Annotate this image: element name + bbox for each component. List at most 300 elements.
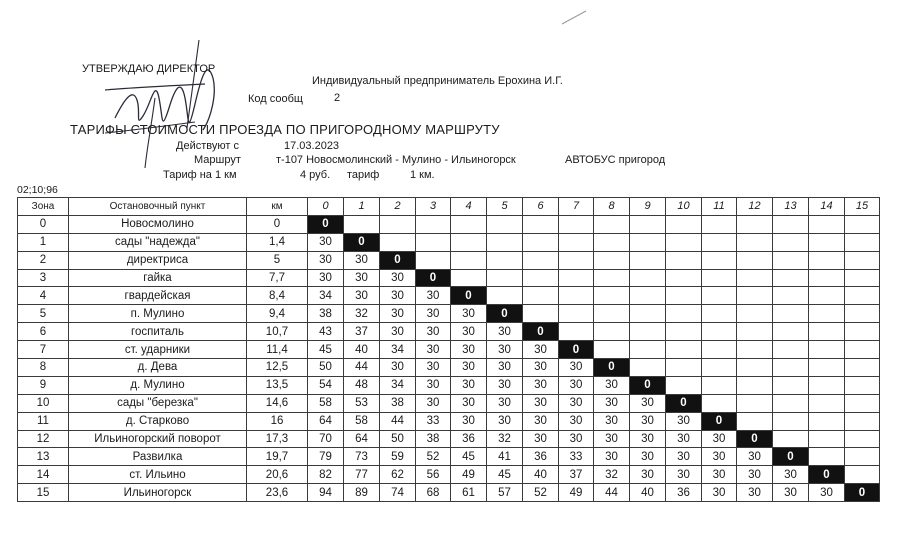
entrepreneur-name: Индивидуальный предприниматель Ерохина И.Г. <box>312 75 563 87</box>
table-header-row <box>18 198 880 216</box>
table-row <box>18 448 880 466</box>
empty-cell <box>773 287 809 305</box>
empty-cell <box>666 305 702 323</box>
diagonal-cell: 0 <box>380 251 416 269</box>
valid-label: Действуют с <box>176 140 239 152</box>
fare-cell: 30 <box>487 376 523 394</box>
fare-cell: 30 <box>487 359 523 377</box>
fare-cell: 30 <box>809 484 845 502</box>
empty-cell <box>702 251 737 269</box>
empty-cell <box>487 269 523 287</box>
fare-cell: 30 <box>737 484 773 502</box>
fare-cell: 30 <box>702 466 737 484</box>
header-zone-col: 1 <box>344 198 380 216</box>
fare-cell: 45 <box>487 466 523 484</box>
tariff-word: тариф <box>347 169 380 181</box>
fare-table <box>17 197 880 502</box>
fare-cell: 50 <box>308 359 344 377</box>
fare-cell: 30 <box>523 359 559 377</box>
fare-cell: 30 <box>380 359 416 377</box>
fare-cell: 44 <box>380 412 416 430</box>
zone-cell: 12 <box>18 430 69 448</box>
fare-cell: 94 <box>308 484 344 502</box>
km-cell: 8,4 <box>247 287 308 305</box>
diagonal-cell: 0 <box>594 359 630 377</box>
fare-cell: 30 <box>523 394 559 412</box>
fare-cell: 30 <box>773 484 809 502</box>
fare-cell: 77 <box>344 466 380 484</box>
fare-cell: 79 <box>308 448 344 466</box>
fare-cell: 30 <box>523 376 559 394</box>
empty-cell <box>773 323 809 341</box>
zone-cell: 8 <box>18 359 69 377</box>
empty-cell <box>523 305 559 323</box>
empty-cell <box>594 287 630 305</box>
approve-label: УТВЕРЖДАЮ ДИРЕКТОР <box>82 63 216 75</box>
fare-cell: 30 <box>737 466 773 484</box>
stop-cell: д. Старково <box>69 412 247 430</box>
empty-cell <box>809 412 845 430</box>
empty-cell <box>523 215 559 233</box>
empty-cell <box>809 448 845 466</box>
fare-cell: 30 <box>666 430 702 448</box>
fare-cell: 32 <box>487 430 523 448</box>
empty-cell <box>666 269 702 287</box>
empty-cell <box>451 269 487 287</box>
empty-cell <box>523 233 559 251</box>
header-zone-col: 8 <box>594 198 630 216</box>
fare-cell: 34 <box>308 287 344 305</box>
diagonal-cell: 0 <box>666 394 702 412</box>
fare-cell: 30 <box>773 466 809 484</box>
table-row <box>18 430 880 448</box>
fare-cell: 54 <box>308 376 344 394</box>
empty-cell <box>666 233 702 251</box>
diagonal-cell: 0 <box>702 412 737 430</box>
zone-cell: 9 <box>18 376 69 394</box>
empty-cell <box>630 359 666 377</box>
empty-cell <box>737 251 773 269</box>
fare-cell: 30 <box>308 269 344 287</box>
table-row <box>18 251 880 269</box>
table-row <box>18 394 880 412</box>
fare-cell: 30 <box>416 305 451 323</box>
fare-cell: 30 <box>487 341 523 359</box>
fare-cell: 62 <box>380 466 416 484</box>
fare-cell: 38 <box>380 394 416 412</box>
fare-cell: 52 <box>523 484 559 502</box>
fare-cell: 30 <box>344 269 380 287</box>
fare-cell: 30 <box>630 466 666 484</box>
fare-cell: 49 <box>451 466 487 484</box>
fare-cell: 64 <box>308 412 344 430</box>
diagonal-cell: 0 <box>737 430 773 448</box>
empty-cell <box>845 341 880 359</box>
header-zone-col: 12 <box>737 198 773 216</box>
empty-cell <box>666 359 702 377</box>
zone-cell: 11 <box>18 412 69 430</box>
zone-cell: 7 <box>18 341 69 359</box>
fare-cell: 70 <box>308 430 344 448</box>
table-row <box>18 484 880 502</box>
empty-cell <box>737 412 773 430</box>
fare-cell: 30 <box>559 430 594 448</box>
km-cell: 12,5 <box>247 359 308 377</box>
header-zone-col: 0 <box>308 198 344 216</box>
fare-cell: 30 <box>559 359 594 377</box>
empty-cell <box>737 287 773 305</box>
empty-cell <box>845 233 880 251</box>
diagonal-cell: 0 <box>559 341 594 359</box>
header-zone-col: 2 <box>380 198 416 216</box>
fare-cell: 30 <box>344 251 380 269</box>
empty-cell <box>416 233 451 251</box>
fare-cell: 44 <box>594 484 630 502</box>
km-cell: 14,6 <box>247 394 308 412</box>
fare-cell: 30 <box>416 323 451 341</box>
stop-cell: Развилка <box>69 448 247 466</box>
header-zone-col: 4 <box>451 198 487 216</box>
fare-cell: 30 <box>630 448 666 466</box>
empty-cell <box>809 269 845 287</box>
empty-cell <box>523 269 559 287</box>
fare-cell: 30 <box>451 359 487 377</box>
bus-type: АВТОБУС пригород <box>565 154 666 166</box>
empty-cell <box>594 269 630 287</box>
fare-cell: 45 <box>451 448 487 466</box>
header-zone-col: 5 <box>487 198 523 216</box>
fare-cell: 30 <box>487 394 523 412</box>
diagonal-cell: 0 <box>630 376 666 394</box>
fare-cell: 30 <box>380 287 416 305</box>
km-cell: 16 <box>247 412 308 430</box>
header-stop: Остановочный пункт <box>69 198 247 216</box>
empty-cell <box>559 287 594 305</box>
empty-cell <box>809 323 845 341</box>
fare-cell: 43 <box>308 323 344 341</box>
empty-cell <box>559 251 594 269</box>
header-zone-col: 14 <box>809 198 845 216</box>
fare-cell: 40 <box>630 484 666 502</box>
header-zone-col: 7 <box>559 198 594 216</box>
fare-cell: 30 <box>451 412 487 430</box>
fare-cell: 30 <box>451 376 487 394</box>
fare-cell: 30 <box>594 412 630 430</box>
empty-cell <box>702 376 737 394</box>
empty-cell <box>737 376 773 394</box>
route-value: т-107 Новосмолинский - Мулино - Ильиногорск <box>276 154 516 166</box>
empty-cell <box>702 215 737 233</box>
empty-cell <box>630 341 666 359</box>
empty-cell <box>702 233 737 251</box>
km-cell: 17,3 <box>247 430 308 448</box>
fare-cell: 30 <box>630 430 666 448</box>
empty-cell <box>773 269 809 287</box>
fare-cell: 41 <box>487 448 523 466</box>
empty-cell <box>845 269 880 287</box>
fare-cell: 30 <box>523 341 559 359</box>
empty-cell <box>809 430 845 448</box>
empty-cell <box>666 215 702 233</box>
empty-cell <box>559 305 594 323</box>
fare-cell: 30 <box>594 430 630 448</box>
fare-cell: 45 <box>308 341 344 359</box>
zone-cell: 10 <box>18 394 69 412</box>
fare-cell: 73 <box>344 448 380 466</box>
fare-cell: 50 <box>380 430 416 448</box>
empty-cell <box>773 215 809 233</box>
empty-cell <box>630 287 666 305</box>
fare-cell: 30 <box>594 394 630 412</box>
km-cell: 10,7 <box>247 323 308 341</box>
stop-cell: д. Дева <box>69 359 247 377</box>
fare-cell: 30 <box>559 376 594 394</box>
table-row <box>18 359 880 377</box>
fare-cell: 30 <box>487 412 523 430</box>
empty-cell <box>594 251 630 269</box>
empty-cell <box>845 466 880 484</box>
empty-cell <box>702 287 737 305</box>
diagonal-cell: 0 <box>523 323 559 341</box>
fare-cell: 68 <box>416 484 451 502</box>
empty-cell <box>702 394 737 412</box>
empty-cell <box>845 359 880 377</box>
empty-cell <box>737 359 773 377</box>
diagonal-cell: 0 <box>416 269 451 287</box>
fare-cell: 30 <box>523 430 559 448</box>
route-label: Маршрут <box>194 154 241 166</box>
fare-cell: 37 <box>559 466 594 484</box>
empty-cell <box>666 323 702 341</box>
fare-cell: 36 <box>451 430 487 448</box>
fare-cell: 30 <box>594 448 630 466</box>
empty-cell <box>523 287 559 305</box>
header-zone-col: 13 <box>773 198 809 216</box>
empty-cell <box>773 251 809 269</box>
fare-cell: 34 <box>380 341 416 359</box>
stop-cell: гайка <box>69 269 247 287</box>
empty-cell <box>630 269 666 287</box>
empty-cell <box>594 305 630 323</box>
zone-cell: 1 <box>18 233 69 251</box>
empty-cell <box>559 269 594 287</box>
empty-cell <box>702 305 737 323</box>
empty-cell <box>702 341 737 359</box>
fare-cell: 30 <box>737 448 773 466</box>
empty-cell <box>773 341 809 359</box>
fare-cell: 30 <box>702 430 737 448</box>
empty-cell <box>702 269 737 287</box>
empty-cell <box>845 376 880 394</box>
empty-cell <box>773 376 809 394</box>
table-row <box>18 287 880 305</box>
fare-cell: 30 <box>594 376 630 394</box>
stop-cell: сады "березка" <box>69 394 247 412</box>
table-row <box>18 412 880 430</box>
zone-cell: 14 <box>18 466 69 484</box>
fare-cell: 30 <box>451 341 487 359</box>
km-cell: 1,4 <box>247 233 308 251</box>
empty-cell <box>773 394 809 412</box>
fare-cell: 30 <box>523 412 559 430</box>
stop-cell: директриса <box>69 251 247 269</box>
fare-cell: 30 <box>416 376 451 394</box>
fare-cell: 30 <box>559 394 594 412</box>
empty-cell <box>380 233 416 251</box>
fare-cell: 30 <box>380 323 416 341</box>
zone-cell: 5 <box>18 305 69 323</box>
empty-cell <box>845 448 880 466</box>
empty-cell <box>845 323 880 341</box>
fare-cell: 56 <box>416 466 451 484</box>
empty-cell <box>737 233 773 251</box>
empty-cell <box>630 305 666 323</box>
empty-cell <box>559 233 594 251</box>
fare-cell: 30 <box>630 412 666 430</box>
fare-cell: 30 <box>487 323 523 341</box>
empty-cell <box>809 394 845 412</box>
empty-cell <box>737 215 773 233</box>
table-row <box>18 466 880 484</box>
stop-cell: д. Мулино <box>69 376 247 394</box>
fare-cell: 49 <box>559 484 594 502</box>
empty-cell <box>487 233 523 251</box>
empty-cell <box>737 269 773 287</box>
empty-cell <box>380 215 416 233</box>
zone-cell: 0 <box>18 215 69 233</box>
fare-cell: 38 <box>308 305 344 323</box>
director-signature <box>95 38 235 173</box>
fare-cell: 82 <box>308 466 344 484</box>
km-cell: 0 <box>247 215 308 233</box>
header-zone-col: 11 <box>702 198 737 216</box>
empty-cell <box>809 359 845 377</box>
empty-cell <box>487 215 523 233</box>
empty-cell <box>702 359 737 377</box>
fare-cell: 58 <box>308 394 344 412</box>
empty-cell <box>737 323 773 341</box>
empty-cell <box>845 251 880 269</box>
fare-cell: 61 <box>451 484 487 502</box>
km-cell: 23,6 <box>247 484 308 502</box>
fare-cell: 33 <box>416 412 451 430</box>
table-row <box>18 323 880 341</box>
fare-cell: 57 <box>487 484 523 502</box>
zone-cell: 2 <box>18 251 69 269</box>
stop-cell: сады "надежда" <box>69 233 247 251</box>
empty-cell <box>487 251 523 269</box>
diagonal-cell: 0 <box>845 484 880 502</box>
empty-cell <box>845 394 880 412</box>
table-row <box>18 305 880 323</box>
pen-mark <box>560 8 590 26</box>
empty-cell <box>809 215 845 233</box>
empty-cell <box>845 287 880 305</box>
empty-cell <box>630 233 666 251</box>
empty-cell <box>559 323 594 341</box>
table-row <box>18 215 880 233</box>
header-zone: Зона <box>18 198 69 216</box>
stop-cell: Ильиногорск <box>69 484 247 502</box>
empty-cell <box>523 251 559 269</box>
fare-cell: 53 <box>344 394 380 412</box>
empty-cell <box>845 215 880 233</box>
empty-cell <box>416 215 451 233</box>
fare-cell: 38 <box>416 430 451 448</box>
empty-cell <box>702 323 737 341</box>
header-km: км <box>247 198 308 216</box>
diagonal-cell: 0 <box>809 466 845 484</box>
empty-cell <box>773 412 809 430</box>
km-cell: 11,4 <box>247 341 308 359</box>
empty-cell <box>630 323 666 341</box>
fare-cell: 36 <box>523 448 559 466</box>
stop-cell: Новосмолино <box>69 215 247 233</box>
empty-cell <box>451 251 487 269</box>
fare-cell: 64 <box>344 430 380 448</box>
empty-cell <box>666 251 702 269</box>
fare-cell: 30 <box>451 394 487 412</box>
empty-cell <box>773 430 809 448</box>
empty-cell <box>737 341 773 359</box>
zone-cell: 6 <box>18 323 69 341</box>
tariff-km: 1 км. <box>410 169 435 181</box>
empty-cell <box>737 394 773 412</box>
fare-cell: 40 <box>523 466 559 484</box>
empty-cell <box>809 251 845 269</box>
empty-cell <box>630 251 666 269</box>
empty-cell <box>809 233 845 251</box>
table-row <box>18 269 880 287</box>
print-time: 02;10;96 <box>17 184 58 196</box>
fare-cell: 30 <box>666 466 702 484</box>
zone-cell: 4 <box>18 287 69 305</box>
fare-cell: 30 <box>451 305 487 323</box>
empty-cell <box>809 305 845 323</box>
fare-cell: 30 <box>666 412 702 430</box>
empty-cell <box>594 323 630 341</box>
empty-cell <box>666 287 702 305</box>
fare-cell: 30 <box>380 269 416 287</box>
empty-cell <box>845 305 880 323</box>
fare-cell: 59 <box>380 448 416 466</box>
empty-cell <box>630 215 666 233</box>
empty-cell <box>809 341 845 359</box>
fare-cell: 33 <box>559 448 594 466</box>
fare-cell: 34 <box>380 376 416 394</box>
stop-cell: гвардейская <box>69 287 247 305</box>
empty-cell <box>737 305 773 323</box>
empty-cell <box>451 215 487 233</box>
fare-cell: 30 <box>451 323 487 341</box>
fare-cell: 32 <box>594 466 630 484</box>
table-row <box>18 233 880 251</box>
fare-cell: 30 <box>416 394 451 412</box>
diagonal-cell: 0 <box>487 305 523 323</box>
document-title: ТАРИФЫ СТОИМОСТИ ПРОЕЗДА ПО ПРИГОРОДНОМУ МАРШРУТУ <box>70 122 500 137</box>
empty-cell <box>809 287 845 305</box>
valid-date: 17.03.2023 <box>284 140 340 152</box>
fare-cell: 30 <box>308 233 344 251</box>
fare-cell: 30 <box>344 287 380 305</box>
empty-cell <box>845 412 880 430</box>
header-zone-col: 3 <box>416 198 451 216</box>
fare-cell: 30 <box>308 251 344 269</box>
diagonal-cell: 0 <box>308 215 344 233</box>
table-row <box>18 341 880 359</box>
code-value: 2 <box>334 92 341 104</box>
fare-cell: 89 <box>344 484 380 502</box>
